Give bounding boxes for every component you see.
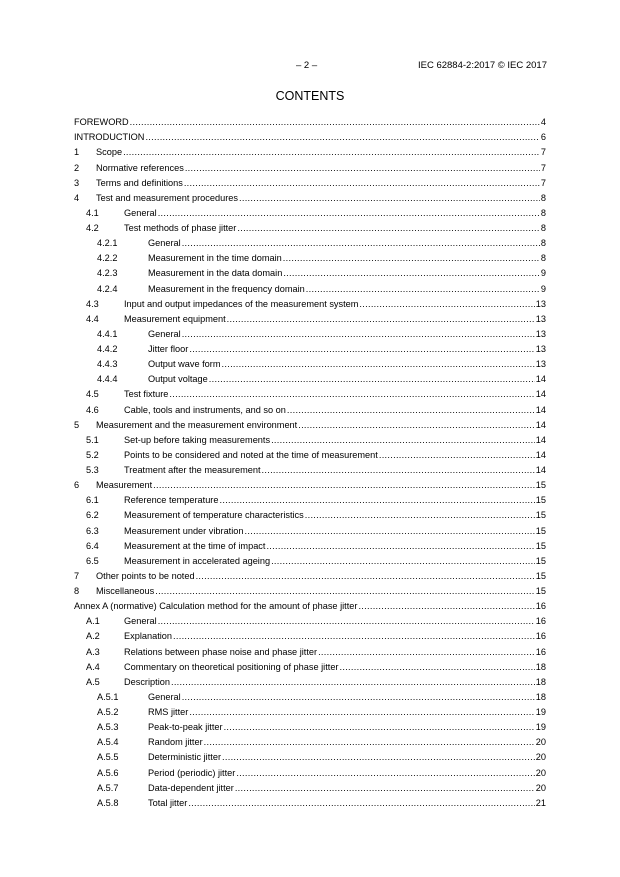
toc-entry-title: INTRODUCTION <box>74 132 145 143</box>
toc-entry[interactable] <box>74 400 546 415</box>
toc-entry-title: Jitter floor <box>148 344 189 354</box>
toc-entry[interactable] <box>74 476 546 491</box>
toc-entry-number: A.5.6 <box>97 767 119 778</box>
toc-leader-dots <box>283 252 540 264</box>
page-number: – 2 – <box>296 60 318 71</box>
toc-leader-dots <box>271 434 535 446</box>
toc-leader-dots <box>305 509 535 521</box>
toc-entry-page: 4 <box>540 117 546 128</box>
toc-entry-number: 6.1 <box>86 495 99 506</box>
toc-entry-title: Deterministic jitter <box>148 752 222 763</box>
toc-entry-number: 5.2 <box>86 449 99 460</box>
toc-entry[interactable] <box>74 733 546 748</box>
toc-entry-title: FOREWORD <box>74 117 129 128</box>
toc-entry[interactable] <box>74 310 546 325</box>
toc-entry-title: Test and measurement procedures <box>96 192 238 203</box>
toc-entry-title: Output voltage <box>148 374 208 385</box>
toc-entry-title: General <box>124 616 157 627</box>
toc-entry-number: 6 <box>74 480 80 491</box>
toc-entry-page: 14 <box>535 419 546 430</box>
toc-entry-number: 4.2.4 <box>97 283 118 294</box>
toc-entry-title: Measurement equipment <box>124 313 226 324</box>
toc-entry[interactable] <box>74 219 546 234</box>
toc-entry[interactable] <box>74 779 546 794</box>
toc-entry[interactable] <box>74 264 546 279</box>
toc-leader-dots <box>184 177 540 189</box>
toc-entry[interactable] <box>74 385 546 400</box>
toc-entry-number: 4.2 <box>86 223 99 233</box>
toc-entry-number: 4.6 <box>86 404 99 415</box>
toc-entry-title: Treatment after the measurement <box>124 465 261 475</box>
toc-entry-number: 6.3 <box>86 525 99 536</box>
toc-entry-title: Annex A (normative) Calculation method for the amount of phase jitter <box>74 601 358 612</box>
toc-entry-title: Input and output impedances of the measurement system <box>124 298 359 309</box>
toc-entry-title: Description <box>124 676 170 687</box>
toc-entry-title: Period (periodic) jitter <box>148 767 236 778</box>
toc-entry-number: 3 <box>74 177 80 188</box>
toc-leader-dots <box>266 540 534 552</box>
toc-entry-number: 4.4.3 <box>97 359 118 370</box>
toc-leader-dots <box>196 570 535 582</box>
toc-leader-dots <box>153 479 535 491</box>
toc-entry[interactable] <box>74 627 546 642</box>
toc-entry-page: 15 <box>535 525 546 536</box>
toc-entry-title: Test methods of phase jitter <box>124 223 237 233</box>
toc-entry-page: 8 <box>540 223 546 233</box>
toc-entry-page: 15 <box>535 480 546 491</box>
toc-entry[interactable] <box>74 128 546 143</box>
toc-entry[interactable] <box>74 446 546 461</box>
toc-entry-page: 19 <box>535 707 546 717</box>
toc-entry-page: 8 <box>540 192 546 203</box>
toc-entry[interactable] <box>74 703 546 718</box>
toc-entry-page: 15 <box>535 510 546 521</box>
toc-entry-page: 14 <box>535 434 546 445</box>
toc-leader-dots <box>271 555 535 567</box>
toc-entry-page: 16 <box>535 601 546 612</box>
toc-entry[interactable] <box>74 325 546 340</box>
toc-entry-title: Commentary on theoretical positioning of phase jitter <box>124 661 339 672</box>
toc-entry[interactable] <box>74 355 546 370</box>
toc-entry-number: A.5.1 <box>97 691 119 702</box>
toc-entry-title: Data-dependent jitter <box>148 782 234 793</box>
toc-leader-dots <box>222 358 535 370</box>
toc-leader-dots <box>182 237 540 249</box>
toc-leader-dots <box>130 116 540 128</box>
toc-entry-title: General <box>124 207 157 218</box>
toc-leader-dots <box>245 525 535 537</box>
toc-entry-number: A.5.2 <box>97 707 119 717</box>
toc-entry-number: 4.4.1 <box>97 328 118 339</box>
toc-entry-number: 1 <box>74 147 80 158</box>
toc-leader-dots <box>318 646 535 658</box>
toc-entry-number: A.5.8 <box>97 797 119 808</box>
toc-entry-title: Peak-to-peak jitter <box>148 722 223 733</box>
toc-entry-title: Measurement in the frequency domain <box>148 283 305 294</box>
toc-entry-title: Relations between phase noise and phase jitter <box>124 646 318 657</box>
toc-entry[interactable] <box>74 748 546 763</box>
toc-leader-dots <box>283 267 540 279</box>
toc-entry-title: Measurement in the data domain <box>148 268 283 279</box>
toc-entry-page: 14 <box>535 389 546 400</box>
toc-leader-dots <box>123 146 540 158</box>
toc-entry-title: Miscellaneous <box>96 586 155 596</box>
toc-leader-dots <box>224 721 535 733</box>
toc-entry-title: Terms and definitions <box>96 177 183 188</box>
toc-entry[interactable] <box>74 658 546 673</box>
toc-entry-number: A.5.3 <box>97 722 119 733</box>
table-of-contents <box>74 113 546 809</box>
toc-entry-number: 8 <box>74 586 80 596</box>
toc-entry-title: Points to be considered and noted at the time of measurement <box>124 449 378 460</box>
toc-entry-number: 4.1 <box>86 207 99 218</box>
toc-leader-dots <box>189 343 534 355</box>
toc-entry-page: 18 <box>535 691 546 702</box>
toc-entry[interactable] <box>74 718 546 733</box>
toc-leader-dots <box>209 373 535 385</box>
toc-leader-dots <box>155 585 535 597</box>
toc-entry[interactable] <box>74 279 546 294</box>
toc-entry[interactable] <box>74 612 546 627</box>
toc-entry[interactable] <box>74 204 546 219</box>
toc-entry-number: 5.1 <box>86 434 99 445</box>
toc-entry-number: 5 <box>74 419 80 430</box>
toc-leader-dots <box>239 192 540 204</box>
toc-entry-title: Measurement under vibration <box>124 525 244 536</box>
toc-entry-number: 4.4.2 <box>97 344 118 354</box>
toc-entry-page: 20 <box>535 782 546 793</box>
toc-entry-number: A.2 <box>86 631 100 642</box>
toc-entry-title: Other points to be noted <box>96 570 195 581</box>
toc-entry-number: A.5.5 <box>97 752 119 763</box>
toc-leader-dots <box>189 706 534 718</box>
toc-entry-page: 16 <box>535 631 546 642</box>
toc-entry-title: Random jitter <box>148 737 203 748</box>
toc-entry-page: 20 <box>535 737 546 748</box>
toc-entry-page: 15 <box>535 570 546 581</box>
toc-leader-dots <box>173 630 535 642</box>
toc-entry-page: 14 <box>535 449 546 460</box>
toc-entry[interactable] <box>74 597 546 612</box>
toc-entry[interactable] <box>74 189 546 204</box>
toc-entry-page: 14 <box>535 404 546 415</box>
toc-entry[interactable] <box>74 688 546 703</box>
toc-entry-title: Measurement <box>96 480 153 491</box>
toc-entry-number: A.5.7 <box>97 782 119 793</box>
toc-entry[interactable] <box>74 763 546 778</box>
toc-leader-dots <box>340 661 535 673</box>
toc-entry[interactable] <box>74 113 546 128</box>
toc-entry[interactable] <box>74 673 546 688</box>
toc-entry-title: Measurement at the time of impact <box>124 540 266 551</box>
toc-entry[interactable] <box>74 431 546 446</box>
toc-leader-dots <box>227 313 535 325</box>
toc-entry-page: 14 <box>535 465 546 475</box>
toc-entry-number: A.1 <box>86 616 100 627</box>
page-header <box>0 60 620 74</box>
toc-entry[interactable] <box>74 567 546 582</box>
toc-entry-page: 15 <box>535 495 546 506</box>
toc-entry-page: 13 <box>535 344 546 354</box>
toc-entry-page: 9 <box>540 268 546 279</box>
toc-leader-dots <box>287 404 535 416</box>
toc-entry-page: 16 <box>535 646 546 657</box>
toc-entry-page: 13 <box>535 313 546 324</box>
toc-leader-dots <box>158 615 535 627</box>
toc-leader-dots <box>188 797 534 809</box>
toc-entry-title: Test fixture <box>124 389 169 400</box>
toc-entry-title: General <box>148 691 181 702</box>
toc-leader-dots <box>262 464 535 476</box>
toc-entry-page: 14 <box>535 374 546 385</box>
toc-entry-number: 4.4 <box>86 313 99 324</box>
toc-entry[interactable] <box>74 416 546 431</box>
toc-entry-number: A.4 <box>86 661 100 672</box>
toc-leader-dots <box>169 388 534 400</box>
toc-entry-number: 6.4 <box>86 540 99 551</box>
toc-entry[interactable] <box>74 642 546 657</box>
toc-entry-number: 4.2.3 <box>97 268 118 279</box>
toc-leader-dots <box>158 207 540 219</box>
toc-entry[interactable] <box>74 461 546 476</box>
toc-entry-number: 6.5 <box>86 555 99 566</box>
toc-entry-page: 18 <box>535 661 546 672</box>
toc-entry-page: 7 <box>540 147 546 158</box>
toc-entry-title: Scope <box>96 147 123 158</box>
toc-leader-dots <box>222 751 535 763</box>
toc-leader-dots <box>235 782 535 794</box>
toc-entry-title: Reference temperature <box>124 495 219 506</box>
toc-entry-title: General <box>148 328 181 339</box>
toc-entry-page: 21 <box>535 797 546 808</box>
toc-entry-number: 4 <box>74 192 80 203</box>
toc-entry-number: 4.2.2 <box>97 253 118 264</box>
toc-entry[interactable] <box>74 174 546 189</box>
toc-entry[interactable] <box>74 143 546 158</box>
toc-entry-page: 15 <box>535 586 546 596</box>
toc-entry-page: 9 <box>540 283 546 294</box>
toc-entry-page: 8 <box>540 253 546 264</box>
toc-leader-dots <box>306 283 540 295</box>
toc-entry-number: A.3 <box>86 646 100 657</box>
toc-leader-dots <box>358 600 534 612</box>
toc-entry-number: A.5.4 <box>97 737 119 748</box>
toc-leader-dots <box>236 767 534 779</box>
toc-entry-page: 6 <box>540 132 546 143</box>
toc-entry[interactable] <box>74 552 546 567</box>
toc-leader-dots <box>182 691 535 703</box>
toc-entry[interactable] <box>74 295 546 310</box>
toc-entry-title: Measurement in accelerated ageing <box>124 555 271 566</box>
toc-entry[interactable] <box>74 506 546 521</box>
toc-entry[interactable] <box>74 491 546 506</box>
toc-entry-page: 15 <box>535 540 546 551</box>
toc-entry-title: Total jitter <box>148 797 188 808</box>
toc-entry-title: Set-up before taking measurements <box>124 434 271 445</box>
toc-entry[interactable] <box>74 340 546 355</box>
toc-entry-title: Normative references <box>96 162 184 173</box>
toc-entry-title: RMS jitter <box>148 707 189 717</box>
toc-entry-page: 20 <box>535 767 546 778</box>
toc-entry-title: Cable, tools and instruments, and so on <box>124 404 286 415</box>
toc-entry-page: 18 <box>535 676 546 687</box>
toc-leader-dots <box>379 449 535 461</box>
toc-leader-dots <box>145 131 539 143</box>
toc-entry-page: 7 <box>540 162 546 173</box>
toc-entry-number: 2 <box>74 162 80 173</box>
toc-leader-dots <box>219 494 534 506</box>
toc-entry-number: 4.2.1 <box>97 238 118 249</box>
toc-entry[interactable] <box>74 521 546 536</box>
toc-entry-page: 7 <box>540 177 546 188</box>
toc-entry[interactable] <box>74 249 546 264</box>
toc-entry[interactable] <box>74 234 546 249</box>
toc-entry-title: Output wave form <box>148 359 221 370</box>
toc-entry-title: Measurement and the measurement environment <box>96 419 298 430</box>
toc-leader-dots <box>171 676 535 688</box>
toc-entry-number: A.5 <box>86 676 100 687</box>
page-title: CONTENTS <box>275 89 345 103</box>
toc-leader-dots <box>182 328 535 340</box>
toc-leader-dots <box>185 162 540 174</box>
document-id: IEC 62884-2:2017 © IEC 2017 <box>417 60 547 71</box>
toc-entry-page: 8 <box>540 238 546 249</box>
toc-entry-title: General <box>148 238 181 249</box>
toc-entry-number: 7 <box>74 570 80 581</box>
toc-entry-page: 15 <box>535 555 546 566</box>
toc-entry-number: 6.2 <box>86 510 99 521</box>
toc-entry-number: 5.3 <box>86 465 99 475</box>
toc-entry[interactable] <box>74 582 546 597</box>
toc-leader-dots <box>359 298 534 310</box>
toc-entry-title: Measurement in the time domain <box>148 253 282 264</box>
toc-entry-title: Measurement of temperature characteristics <box>124 510 304 521</box>
toc-entry-page: 13 <box>535 298 546 309</box>
toc-entry-page: 19 <box>535 722 546 733</box>
toc-entry-title: Explanation <box>124 631 173 642</box>
toc-entry-number: 4.3 <box>86 298 99 309</box>
toc-entry[interactable] <box>74 158 546 173</box>
toc-entry[interactable] <box>74 537 546 552</box>
toc-entry-page: 13 <box>535 328 546 339</box>
toc-entry-page: 13 <box>535 359 546 370</box>
toc-leader-dots <box>204 736 535 748</box>
toc-entry-number: 4.4.4 <box>97 374 118 385</box>
toc-entry-page: 16 <box>535 616 546 627</box>
toc-entry-page: 8 <box>540 207 546 218</box>
toc-entry-number: 4.5 <box>86 389 99 400</box>
toc-entry[interactable] <box>74 794 546 809</box>
toc-entry-page: 20 <box>535 752 546 763</box>
toc-leader-dots <box>237 222 540 234</box>
toc-leader-dots <box>298 419 535 431</box>
toc-entry[interactable] <box>74 370 546 385</box>
